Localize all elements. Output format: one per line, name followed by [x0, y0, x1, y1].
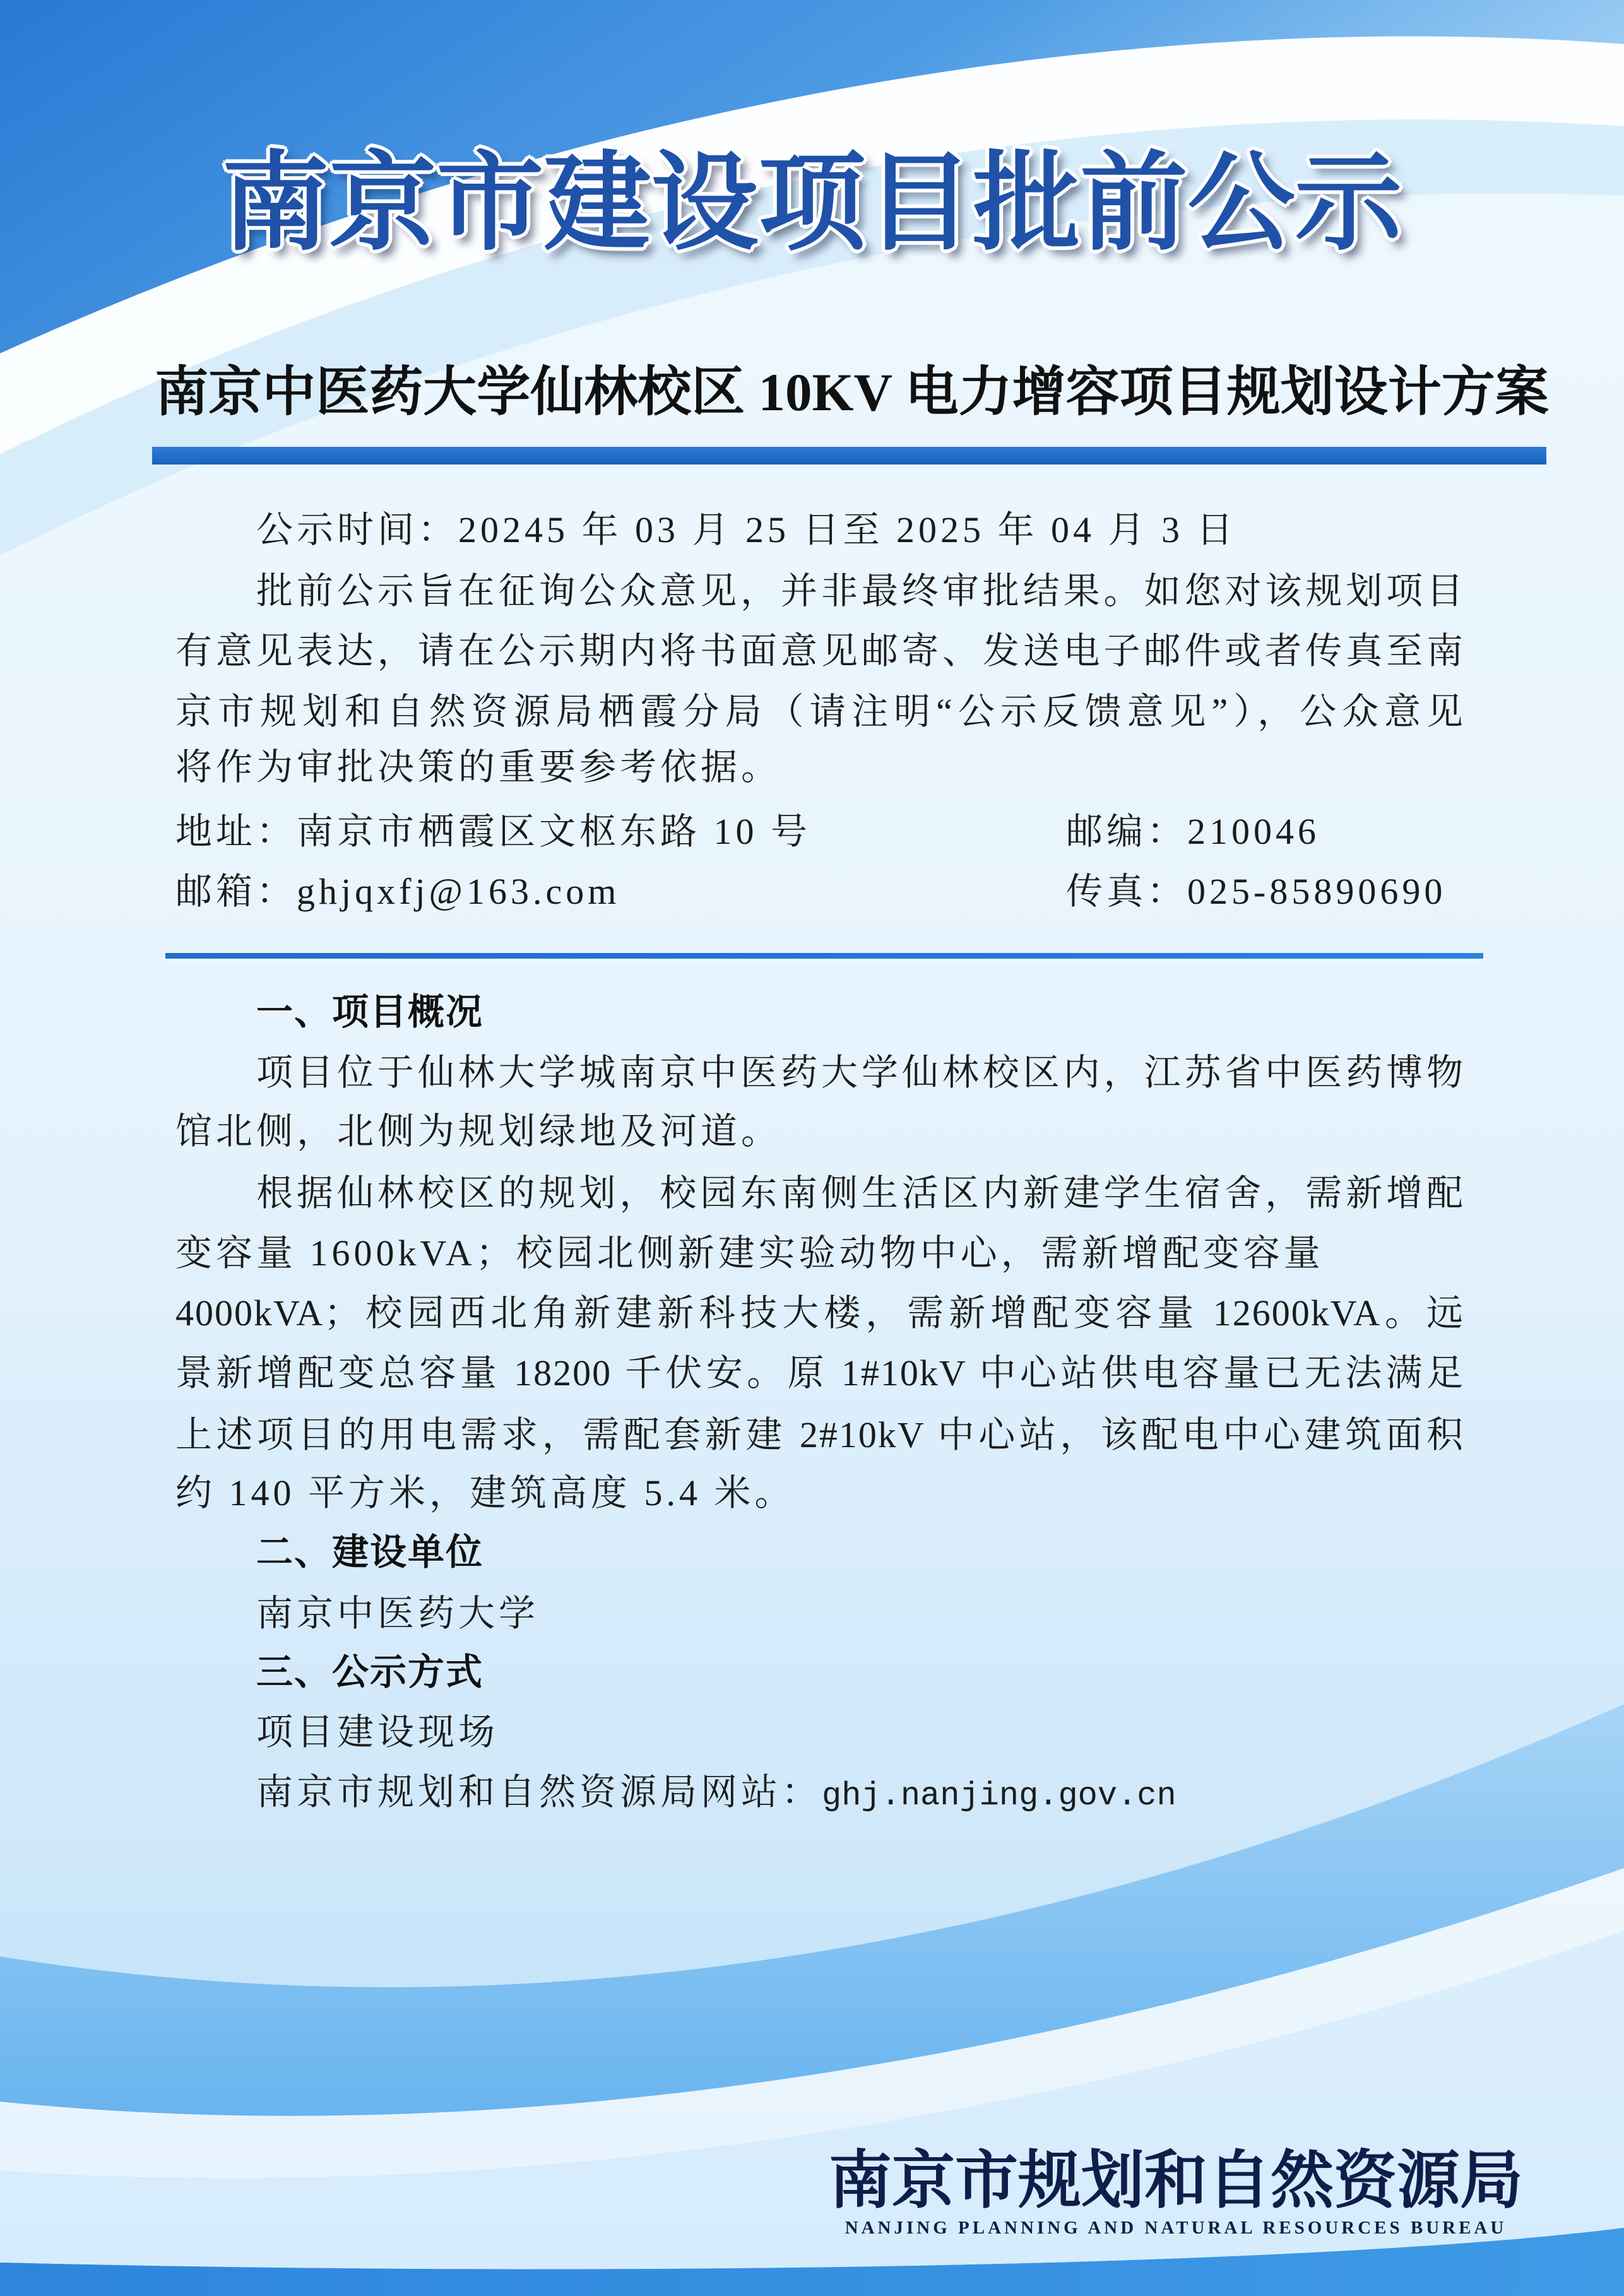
overview-line: 馆北侧，北侧为规划绿地及河道。	[175, 1111, 782, 1152]
section-heading-method: 三、公示方式	[256, 1650, 484, 1693]
contact-fax	[1066, 867, 1546, 917]
contact-email-label: 邮箱：	[175, 871, 297, 912]
website-label: 南京市规划和自然资源局网站：	[256, 1772, 822, 1813]
contact-fax-label: 传真：	[1066, 871, 1188, 912]
method-website	[256, 1767, 1464, 1821]
overview-line: 景新增配变总容量 18200 千伏安。原 1#10kV 中心站供电容量已无法满足	[175, 1352, 1464, 1394]
overview-line: 项目位于仙林大学城南京中医药大学仙林校区内，江苏省中医药博物	[256, 1052, 1464, 1093]
builder-name: 南京中医药大学	[256, 1593, 540, 1634]
overview-line: 变容量 1600kVA；校园北侧新建实验动物中心，需新增配变容量	[175, 1233, 1324, 1274]
contact-postcode-label: 邮编：	[1066, 811, 1188, 852]
project-title: 南京中医药大学仙林校区 10KV 电力增容项目规划设计方案	[155, 363, 1549, 422]
overview-line: 约 140 平方米，建筑高度 5.4 米。	[175, 1472, 795, 1513]
overview-line: 根据仙林校区的规划，校园东南侧生活区内新建学生宿舍，需新增配	[256, 1173, 1464, 1214]
contact-fax-value: 025-85890690	[1187, 871, 1447, 912]
intro-line: 将作为审批决策的重要参考依据。	[175, 747, 782, 788]
title-underline-bar	[152, 447, 1546, 465]
intro-line: 京市规划和自然资源局栖霞分局（请注明“公示反馈意见”），公众意见	[175, 691, 1464, 732]
main-title: 南京市建设项目批前公示	[222, 141, 1402, 266]
footer-org-name-en: NANJING PLANNING AND NATURAL RESOURCES BUREAU	[845, 2218, 1507, 2238]
intro-line: 批前公示旨在征询公众意见，并非最终审批结果。如您对该规划项目	[256, 571, 1464, 612]
notice-period-label: 公示时间：	[256, 509, 459, 550]
contact-address-value: 南京市栖霞区文枢东路 10 号	[297, 811, 812, 852]
method-item: 项目建设现场	[256, 1712, 499, 1753]
contact-address-label: 地址：	[175, 811, 297, 852]
footer-org-name: 南京市规划和自然资源局	[829, 2146, 1523, 2216]
contact-email-value: ghjqxfj@163.com	[297, 871, 620, 912]
contact-postcode-value: 210046	[1187, 811, 1320, 852]
section-heading-builder: 二、建设单位	[256, 1530, 484, 1573]
section-divider	[165, 953, 1483, 959]
section-heading-overview: 一、项目概况	[256, 990, 484, 1033]
contact-postcode	[1066, 807, 1546, 857]
overview-line: 4000kVA；校园西北角新建新科技大楼，需新增配变容量 12600kVA。远	[175, 1293, 1464, 1334]
website-url: ghj.nanjing.gov.cn	[822, 1777, 1177, 1814]
overview-line: 上述项目的用电需求，需配套新建 2#10kV 中心站，该配电中心建筑面积	[175, 1414, 1464, 1455]
notice-period	[256, 505, 1464, 555]
notice-period-value: 20245 年 03 月 25 日至 2025 年 04 月 3 日	[458, 509, 1237, 550]
intro-line: 有意见表达，请在公示期内将书面意见邮寄、发送电子邮件或者传真至南	[175, 630, 1464, 672]
